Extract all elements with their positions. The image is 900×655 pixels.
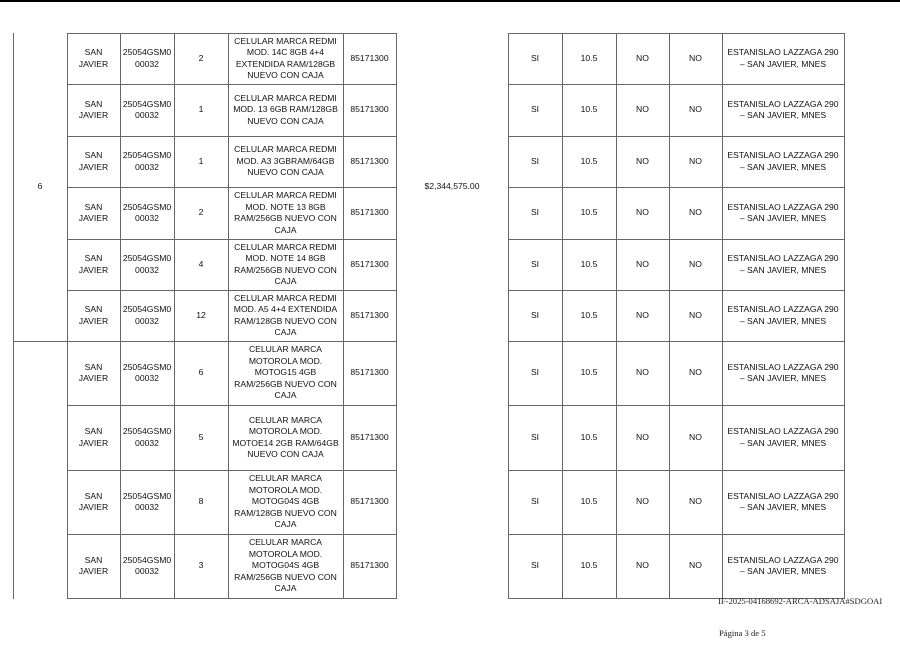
cell-col-a: SI	[530, 431, 540, 442]
document-code: IF-2025-04168692-ARCA-ADSAJA#SDGOAI	[718, 596, 883, 606]
cell-col-b: 10.5	[580, 104, 598, 115]
cell-descripcion: CELULAR MARCA REDMI MOD. A3 3GBRAM/64GB NUEVO CON CAJA	[234, 144, 337, 178]
cell-col-d: NO	[689, 207, 702, 218]
cell-col-b: 10.5	[580, 309, 598, 320]
cell-descripcion: CELULAR MARCA MOTOROLA MOD. MOTOE14 2GB RAM/64GB NUEVO CON CAJA	[232, 414, 339, 459]
cell-col-b: 10.5	[580, 431, 598, 442]
cell-localidad: SAN JAVIER	[78, 426, 109, 448]
cell-cantidad: 1	[198, 104, 204, 115]
cell-descripcion: CELULAR MARCA MOTOROLA MOD. MOTOG04S 4GB RAM/128GB NUEVO CON CAJA	[234, 473, 337, 530]
cell-descripcion: CELULAR MARCA MOTOROLA MOD. MOTOG04S 4GB RAM/256GB NUEVO CON CAJA	[234, 537, 337, 594]
cell-col-b: 10.5	[580, 560, 598, 571]
group-number: 6	[37, 181, 43, 192]
cell-descripcion: CELULAR MARCA REDMI MOD. NOTE 14 8GB RAM/256GB NUEVO CON CAJA	[234, 241, 337, 286]
cell-localidad: SAN JAVIER	[78, 98, 109, 120]
cell-expediente: 25054GSM0 00032	[122, 150, 172, 172]
group-amount: $2,344,575.00	[424, 181, 480, 192]
cell-col-d: NO	[689, 104, 702, 115]
cell-col-a: SI	[530, 155, 540, 166]
cell-col-b: 10.5	[580, 496, 598, 507]
cell-posicion: 85171300	[350, 258, 389, 269]
cell-direccion: ESTANISLAO LAZZAGA 290 – SAN JAVIER, MNES	[727, 150, 839, 172]
cell-col-b: 10.5	[580, 52, 598, 63]
cell-posicion: 85171300	[350, 155, 389, 166]
cell-col-b: 10.5	[580, 155, 598, 166]
cell-localidad: SAN JAVIER	[78, 253, 109, 275]
grid-vline	[844, 33, 845, 599]
cell-col-d: NO	[689, 258, 702, 269]
cell-col-d: NO	[689, 431, 702, 442]
cell-cantidad: 2	[198, 207, 204, 218]
cell-col-d: NO	[689, 367, 702, 378]
cell-localidad: SAN JAVIER	[78, 47, 109, 69]
cell-cantidad: 12	[196, 309, 206, 320]
cell-expediente: 25054GSM0 00032	[122, 304, 172, 326]
cell-direccion: ESTANISLAO LAZZAGA 290 – SAN JAVIER, MNES	[727, 47, 839, 69]
cell-direccion: ESTANISLAO LAZZAGA 290 – SAN JAVIER, MNES	[727, 304, 839, 326]
cell-direccion: ESTANISLAO LAZZAGA 290 – SAN JAVIER, MNES	[727, 98, 839, 120]
cell-col-d: NO	[689, 560, 702, 571]
cell-col-c: NO	[636, 104, 649, 115]
cell-col-b: 10.5	[580, 258, 598, 269]
cell-col-d: NO	[689, 496, 702, 507]
cell-posicion: 85171300	[350, 496, 389, 507]
cell-localidad: SAN JAVIER	[78, 150, 109, 172]
cell-col-c: NO	[636, 52, 649, 63]
cell-col-b: 10.5	[580, 367, 598, 378]
group-number	[13, 341, 67, 598]
cell-col-d: NO	[689, 309, 702, 320]
cell-col-a: SI	[530, 207, 540, 218]
cell-cantidad: 2	[198, 52, 204, 63]
cell-direccion: ESTANISLAO LAZZAGA 290 – SAN JAVIER, MNES	[727, 361, 839, 383]
cell-expediente: 25054GSM0 00032	[122, 98, 172, 120]
cell-expediente: 25054GSM0 00032	[122, 253, 172, 275]
cell-descripcion: CELULAR MARCA REDMI MOD. NOTE 13 8GB RAM/256GB NUEVO CON CAJA	[234, 190, 337, 235]
cell-col-a: SI	[530, 104, 540, 115]
cell-col-b: 10.5	[580, 207, 598, 218]
cell-localidad: SAN JAVIER	[78, 361, 109, 383]
cell-localidad: SAN JAVIER	[78, 490, 109, 512]
grid-hline	[67, 598, 397, 599]
cell-posicion: 85171300	[350, 207, 389, 218]
cell-localidad: SAN JAVIER	[78, 201, 109, 223]
cell-cantidad: 4	[198, 258, 204, 269]
cell-descripcion: CELULAR MARCA REDMI MOD. 14C 8GB 4+4 EXTENDIDA RAM/128GB NUEVO CON CAJA	[234, 35, 337, 80]
cell-descripcion: CELULAR MARCA REDMI MOD. 13 6GB RAM/128GB NUEVO CON CAJA	[233, 92, 338, 126]
cell-cantidad: 3	[198, 560, 204, 571]
cell-localidad: SAN JAVIER	[78, 554, 109, 576]
cell-posicion: 85171300	[350, 52, 389, 63]
cell-col-c: NO	[636, 207, 649, 218]
cell-descripcion: CELULAR MARCA MOTOROLA MOD. MOTOG15 4GB RAM/256GB NUEVO CON CAJA	[234, 344, 337, 401]
cell-expediente: 25054GSM0 00032	[122, 361, 172, 383]
cell-cantidad: 6	[198, 367, 204, 378]
cell-col-a: SI	[530, 309, 540, 320]
cell-col-c: NO	[636, 258, 649, 269]
cell-col-a: SI	[530, 496, 540, 507]
cell-col-a: SI	[530, 560, 540, 571]
cell-expediente: 25054GSM0 00032	[122, 201, 172, 223]
cell-col-c: NO	[636, 155, 649, 166]
cell-cantidad: 1	[198, 155, 204, 166]
cell-expediente: 25054GSM0 00032	[122, 490, 172, 512]
cell-direccion: ESTANISLAO LAZZAGA 290 – SAN JAVIER, MNES	[727, 490, 839, 512]
cell-posicion: 85171300	[350, 104, 389, 115]
cell-col-a: SI	[530, 52, 540, 63]
cell-expediente: 25054GSM0 00032	[122, 47, 172, 69]
cell-expediente: 25054GSM0 00032	[122, 426, 172, 448]
cell-col-c: NO	[636, 560, 649, 571]
cell-col-a: SI	[530, 367, 540, 378]
cell-expediente: 25054GSM0 00032	[122, 554, 172, 576]
cell-direccion: ESTANISLAO LAZZAGA 290 – SAN JAVIER, MNES	[727, 426, 839, 448]
cell-localidad: SAN JAVIER	[78, 304, 109, 326]
cell-descripcion: CELULAR MARCA REDMI MOD. A5 4+4 EXTENDIDA RAM/128GB NUEVO CON CAJA	[233, 292, 338, 337]
cell-posicion: 85171300	[350, 367, 389, 378]
cell-col-a: SI	[530, 258, 540, 269]
cell-col-c: NO	[636, 496, 649, 507]
cell-posicion: 85171300	[350, 560, 389, 571]
cell-cantidad: 8	[198, 496, 204, 507]
page-number: Página 3 de 5	[719, 628, 766, 638]
cell-col-d: NO	[689, 52, 702, 63]
group-amount	[396, 341, 508, 598]
cell-col-c: NO	[636, 431, 649, 442]
cell-posicion: 85171300	[350, 431, 389, 442]
cell-posicion: 85171300	[350, 309, 389, 320]
cell-cantidad: 5	[198, 431, 204, 442]
page-top-border	[0, 0, 900, 2]
cell-direccion: ESTANISLAO LAZZAGA 290 – SAN JAVIER, MNES	[727, 201, 839, 223]
cell-col-d: NO	[689, 155, 702, 166]
cell-direccion: ESTANISLAO LAZZAGA 290 – SAN JAVIER, MNES	[727, 554, 839, 576]
cell-direccion: ESTANISLAO LAZZAGA 290 – SAN JAVIER, MNES	[727, 253, 839, 275]
cell-col-c: NO	[636, 367, 649, 378]
cell-col-c: NO	[636, 309, 649, 320]
